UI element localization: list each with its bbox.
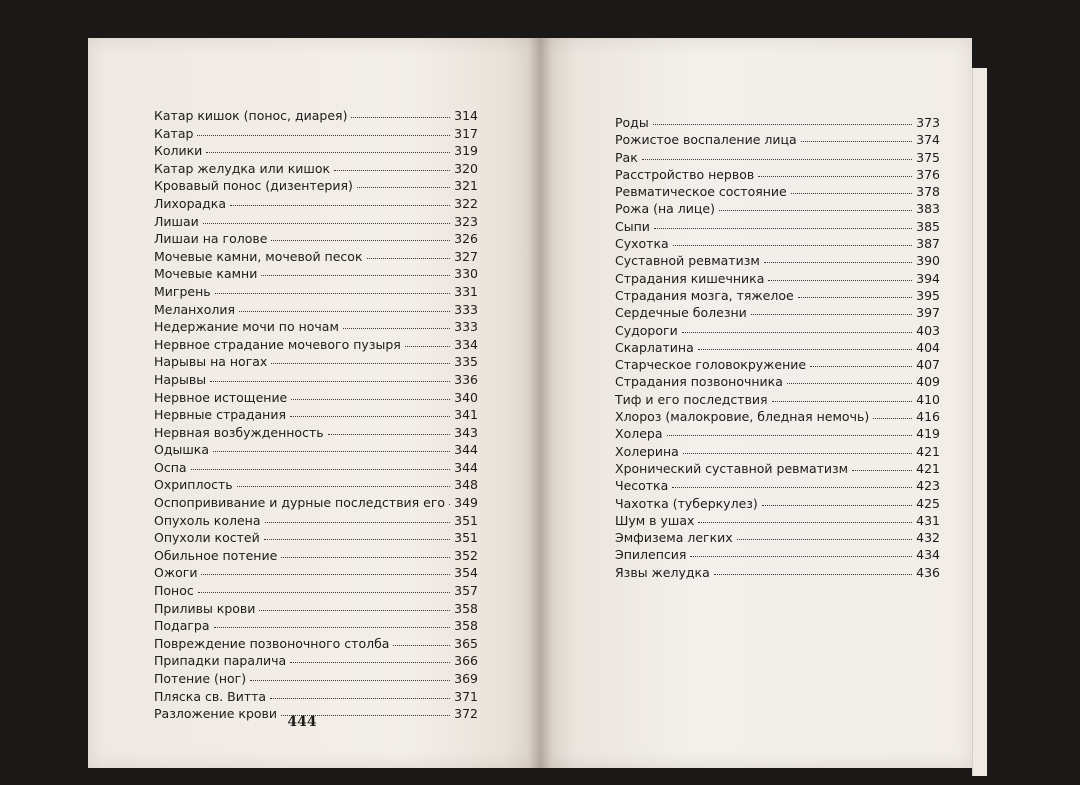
toc-entry <box>154 406 478 424</box>
dot-leader <box>764 252 912 263</box>
toc-entry-title: Страдания мозга, тяжелое <box>615 287 794 303</box>
toc-entry-page: 327 <box>454 248 478 264</box>
toc-entry <box>154 213 478 231</box>
toc-entry <box>154 318 478 336</box>
toc-entry <box>615 495 940 512</box>
toc-entry <box>615 304 940 321</box>
toc-entry-page: 352 <box>454 547 478 563</box>
dot-leader <box>214 617 451 628</box>
dot-leader <box>271 230 450 241</box>
toc-entry-page: 319 <box>454 143 478 159</box>
toc-entry-page: 340 <box>454 389 478 405</box>
toc-entry <box>154 353 478 371</box>
toc-entry-title: Чесотка <box>615 478 669 494</box>
dot-leader <box>213 441 450 452</box>
toc-entry-title: Припадки паралича <box>154 653 287 669</box>
toc-entry-title: Скарлатина <box>615 339 694 355</box>
toc-entry-page: 383 <box>916 201 940 217</box>
dot-leader <box>791 183 912 194</box>
toc-entry-title: Лишаи <box>154 213 199 229</box>
dot-leader <box>328 424 451 435</box>
toc-entry-page: 416 <box>916 409 940 425</box>
toc-entry <box>615 131 940 148</box>
dot-leader <box>201 564 450 575</box>
dot-leader <box>265 512 451 523</box>
toc-entry-page: 369 <box>454 671 478 686</box>
toc-entry <box>615 149 940 166</box>
toc-entry-page: 436 <box>916 564 940 580</box>
dot-leader <box>654 218 912 229</box>
toc-entry <box>154 529 478 547</box>
toc-entry-page: 326 <box>454 231 478 247</box>
toc-entry-title: Суставной ревматизм <box>615 253 760 269</box>
toc-entry-page: 431 <box>916 512 940 528</box>
toc-entry <box>154 476 478 494</box>
toc-entry <box>154 248 478 266</box>
toc-entry-title: Ожоги <box>154 565 198 581</box>
toc-entry-title: Сухотка <box>615 236 669 252</box>
toc-entry-title: Потение (ног) <box>154 671 247 686</box>
dot-leader <box>683 443 912 454</box>
toc-entry-page: 374 <box>916 132 940 148</box>
toc-entry-page: 344 <box>454 459 478 475</box>
dot-leader <box>357 177 450 188</box>
toc-entry <box>615 287 940 304</box>
toc-entry-page: 333 <box>454 319 478 335</box>
toc-entry-page: 314 <box>454 108 478 123</box>
toc-entry <box>154 195 478 213</box>
toc-entry-page: 404 <box>916 339 940 355</box>
toc-entry-page: 335 <box>454 354 478 370</box>
toc-entry-title: Расстройство нервов <box>615 166 755 182</box>
toc-entry-title: Подагра <box>154 618 210 634</box>
toc-entry <box>615 270 940 287</box>
dot-leader <box>405 336 450 347</box>
toc-entry-page: 330 <box>454 266 478 282</box>
toc-entry-page: 409 <box>916 374 940 390</box>
toc-entry <box>615 425 940 442</box>
toc-entry-page: 365 <box>454 635 478 651</box>
toc-entry-title: Понос <box>154 583 194 599</box>
toc-entry-page: 357 <box>454 583 478 599</box>
toc-entry-title: Разложение крови <box>154 706 278 722</box>
dot-leader <box>772 391 913 402</box>
toc-entry-page: 343 <box>454 424 478 440</box>
toc-entry-page: 349 <box>454 495 478 511</box>
toc-entry-page: 321 <box>454 178 478 194</box>
toc-entry <box>154 635 478 653</box>
dot-leader <box>230 195 450 206</box>
toc-entry-title: Опухоль колена <box>154 512 261 528</box>
dot-leader <box>873 408 912 419</box>
toc-entry-title: Недержание мочи по ночам <box>154 319 339 335</box>
toc-entry-page: 419 <box>916 426 940 442</box>
toc-entry-title: Кровавый понос (дизентерия) <box>154 178 353 194</box>
toc-entry-title: Хлороз (малокровие, бледная немочь) <box>615 409 870 425</box>
toc-entry-title: Оспа <box>154 459 187 475</box>
toc-entry-page: 358 <box>454 600 478 616</box>
toc-entry <box>615 200 940 217</box>
toc-entry-page: 397 <box>916 305 940 321</box>
toc-entry <box>154 107 478 125</box>
toc-entry-page: 317 <box>454 125 478 141</box>
toc-entry <box>154 600 478 618</box>
toc-entry <box>615 408 940 425</box>
toc-entry-page: 344 <box>454 442 478 458</box>
toc-entry-page: 373 <box>916 115 940 130</box>
toc-entry-title: Нервное истощение <box>154 389 288 405</box>
toc-entry <box>615 546 940 563</box>
toc-entry-title: Лишаи на голове <box>154 231 268 247</box>
dot-leader <box>191 459 451 470</box>
dot-leader <box>343 318 450 329</box>
toc-entry <box>154 424 478 442</box>
dot-leader <box>270 688 450 699</box>
toc-entry-title: Оспопрививание и дурные последствия его <box>154 495 446 511</box>
dot-leader <box>698 512 912 523</box>
dot-leader <box>261 265 450 276</box>
dot-leader <box>714 564 912 575</box>
toc-entry-page: 331 <box>454 283 478 299</box>
toc-entry-page: 351 <box>454 530 478 546</box>
toc-entry <box>154 336 478 354</box>
toc-entry <box>615 391 940 408</box>
toc-entry <box>154 160 478 178</box>
toc-entry-title: Роды <box>615 115 649 130</box>
toc-entry-title: Охриплость <box>154 477 233 493</box>
toc-entry-page: 334 <box>454 336 478 352</box>
dot-leader <box>215 283 451 294</box>
dot-leader <box>798 287 912 298</box>
toc-entry <box>154 688 478 706</box>
toc-entry <box>615 218 940 235</box>
toc-entry <box>615 477 940 494</box>
dot-leader <box>667 425 913 436</box>
dot-leader <box>334 160 450 171</box>
right-page <box>540 38 972 768</box>
toc-entry-page: 403 <box>916 322 940 338</box>
toc-entry <box>615 322 940 339</box>
toc-entry-page: 320 <box>454 160 478 176</box>
left-toc-list <box>154 107 478 723</box>
dot-leader <box>801 131 912 142</box>
toc-entry <box>154 125 478 143</box>
toc-entry-title: Тиф и его последствия <box>615 391 768 407</box>
dot-leader <box>787 373 912 384</box>
right-toc-list <box>615 114 940 581</box>
toc-entry-page: 354 <box>454 565 478 581</box>
dot-leader <box>290 406 450 417</box>
toc-entry-page: 432 <box>916 530 940 546</box>
toc-entry <box>154 265 478 283</box>
toc-entry-title: Страдания позвоночника <box>615 374 783 390</box>
toc-entry <box>615 564 940 581</box>
toc-entry-page: 348 <box>454 477 478 493</box>
toc-entry-title: Лихорадка <box>154 195 227 211</box>
dot-leader <box>719 200 912 211</box>
toc-entry <box>615 373 940 390</box>
dot-leader <box>673 235 912 246</box>
toc-entry-title: Холерина <box>615 443 679 459</box>
toc-entry-page: 410 <box>916 391 940 407</box>
toc-entry-page: 395 <box>916 287 940 303</box>
toc-entry-page: 390 <box>916 253 940 269</box>
dot-leader <box>198 582 450 593</box>
dot-leader <box>206 142 450 153</box>
dot-leader <box>237 476 451 487</box>
dot-leader <box>210 371 450 382</box>
toc-entry <box>154 441 478 459</box>
toc-entry <box>154 230 478 248</box>
toc-entry-title: Эпилепсия <box>615 547 687 563</box>
toc-entry-page: 372 <box>454 706 478 722</box>
dot-leader <box>682 322 912 333</box>
toc-entry-page: 387 <box>916 236 940 252</box>
toc-entry <box>154 177 478 195</box>
dot-leader <box>698 339 912 350</box>
dot-leader <box>367 248 451 259</box>
dot-leader <box>271 353 450 364</box>
toc-entry <box>154 389 478 407</box>
dot-leader <box>751 304 912 315</box>
toc-entry-page: 423 <box>916 478 940 494</box>
toc-entry-title: Повреждение позвоночного столба <box>154 635 390 651</box>
toc-entry <box>154 670 478 688</box>
toc-entry-title: Катар кишок (понос, диарея) <box>154 108 348 123</box>
toc-entry-title: Рожистое воспаление лица <box>615 132 797 148</box>
toc-entry-title: Язвы желудка <box>615 564 710 580</box>
toc-entry-title: Одышка <box>154 442 209 458</box>
toc-entry-title: Нервное страдание мочевого пузыря <box>154 336 401 352</box>
toc-entry <box>615 529 940 546</box>
toc-entry-title: Рак <box>615 149 638 165</box>
dot-leader <box>737 529 912 540</box>
page-edges <box>972 68 987 776</box>
left-page <box>88 38 540 768</box>
toc-entry <box>615 252 940 269</box>
toc-entry-page: 376 <box>916 166 940 182</box>
toc-entry-title: Мочевые камни, мочевой песок <box>154 248 363 264</box>
dot-leader <box>351 107 450 118</box>
dot-leader <box>672 477 912 488</box>
toc-entry-title: Обильное потение <box>154 547 278 563</box>
dot-leader <box>197 125 450 136</box>
toc-entry-page: 394 <box>916 270 940 286</box>
toc-entry <box>615 339 940 356</box>
toc-entry-page: 371 <box>454 688 478 704</box>
dot-leader <box>852 460 912 471</box>
dot-leader <box>203 213 450 224</box>
toc-entry <box>154 142 478 160</box>
toc-entry <box>615 235 940 252</box>
toc-entry-title: Колики <box>154 143 203 159</box>
dot-leader <box>762 495 912 506</box>
toc-entry-title: Меланхолия <box>154 301 235 317</box>
dot-leader <box>259 600 450 611</box>
dot-leader <box>239 301 450 312</box>
toc-entry-title: Нервные страдания <box>154 407 286 423</box>
toc-entry <box>615 166 940 183</box>
dot-leader <box>653 114 912 125</box>
toc-entry <box>154 301 478 319</box>
dot-leader <box>393 635 450 646</box>
toc-entry <box>615 356 940 373</box>
toc-entry-title: Страдания кишечника <box>615 270 765 286</box>
toc-entry <box>615 443 940 460</box>
toc-entry-title: Нарывы <box>154 371 207 387</box>
toc-entry-title: Катар желудка или кишок <box>154 160 331 176</box>
toc-entry-page: 385 <box>916 218 940 234</box>
toc-entry-title: Опухоли костей <box>154 530 260 546</box>
toc-entry <box>154 564 478 582</box>
toc-entry-page: 323 <box>454 213 478 229</box>
page-number: 444 <box>287 714 317 730</box>
toc-entry-page: 341 <box>454 407 478 423</box>
dot-leader <box>291 389 450 400</box>
toc-entry-page: 366 <box>454 653 478 669</box>
dot-leader <box>281 547 450 558</box>
toc-entry <box>615 512 940 529</box>
dot-leader <box>250 670 450 681</box>
toc-entry-title: Старческое головокружение <box>615 357 807 373</box>
toc-entry <box>154 547 478 565</box>
toc-entry-title: Сердечные болезни <box>615 305 747 321</box>
toc-entry <box>154 459 478 477</box>
toc-entry <box>154 617 478 635</box>
toc-entry-title: Хронический суставной ревматизм <box>615 460 849 476</box>
toc-entry-title: Эмфизема легких <box>615 530 733 546</box>
toc-entry-title: Мочевые камни <box>154 266 258 282</box>
toc-entry-page: 336 <box>454 371 478 387</box>
book-spread <box>88 38 988 768</box>
toc-entry-title: Судороги <box>615 322 678 338</box>
toc-entry-title: Ревматическое состояние <box>615 184 787 200</box>
toc-entry-page: 358 <box>454 618 478 634</box>
toc-entry-title: Пляска св. Витта <box>154 688 267 704</box>
toc-entry-title: Чахотка (туберкулез) <box>615 495 758 511</box>
toc-entry-title: Рожа (на лице) <box>615 201 715 217</box>
toc-entry <box>615 460 940 477</box>
dot-leader <box>768 270 912 281</box>
toc-entry-page: 425 <box>916 495 940 511</box>
toc-entry <box>615 183 940 200</box>
toc-entry <box>154 371 478 389</box>
toc-entry <box>154 494 478 512</box>
toc-entry-title: Холера <box>615 426 663 442</box>
toc-entry-page: 378 <box>916 184 940 200</box>
dot-leader <box>290 652 450 663</box>
toc-entry <box>154 283 478 301</box>
dot-leader <box>758 166 912 177</box>
toc-entry-page: 375 <box>916 149 940 165</box>
toc-entry-page: 351 <box>454 512 478 528</box>
toc-entry-page: 322 <box>454 195 478 211</box>
dot-leader <box>690 546 912 557</box>
toc-entry <box>154 652 478 670</box>
dot-leader <box>642 149 912 160</box>
toc-entry-page: 333 <box>454 301 478 317</box>
dot-leader <box>264 529 450 540</box>
toc-entry-title: Сыпи <box>615 218 650 234</box>
dot-leader <box>810 356 912 367</box>
toc-entry <box>154 512 478 530</box>
toc-entry-title: Нарывы на ногах <box>154 354 268 370</box>
toc-entry <box>154 582 478 600</box>
toc-entry-page: 434 <box>916 547 940 563</box>
toc-entry-page: 421 <box>916 443 940 459</box>
toc-entry-page: 407 <box>916 357 940 373</box>
toc-entry-title: Шум в ушах <box>615 512 695 528</box>
toc-entry-title: Нервная возбужденность <box>154 424 324 440</box>
toc-entry-title: Катар <box>154 125 194 141</box>
toc-entry-page: 421 <box>916 460 940 476</box>
toc-entry-title: Приливы крови <box>154 600 256 616</box>
toc-entry <box>615 114 940 131</box>
toc-entry-title: Мигрень <box>154 283 211 299</box>
dot-leader <box>449 494 450 505</box>
book-gutter <box>528 38 552 768</box>
